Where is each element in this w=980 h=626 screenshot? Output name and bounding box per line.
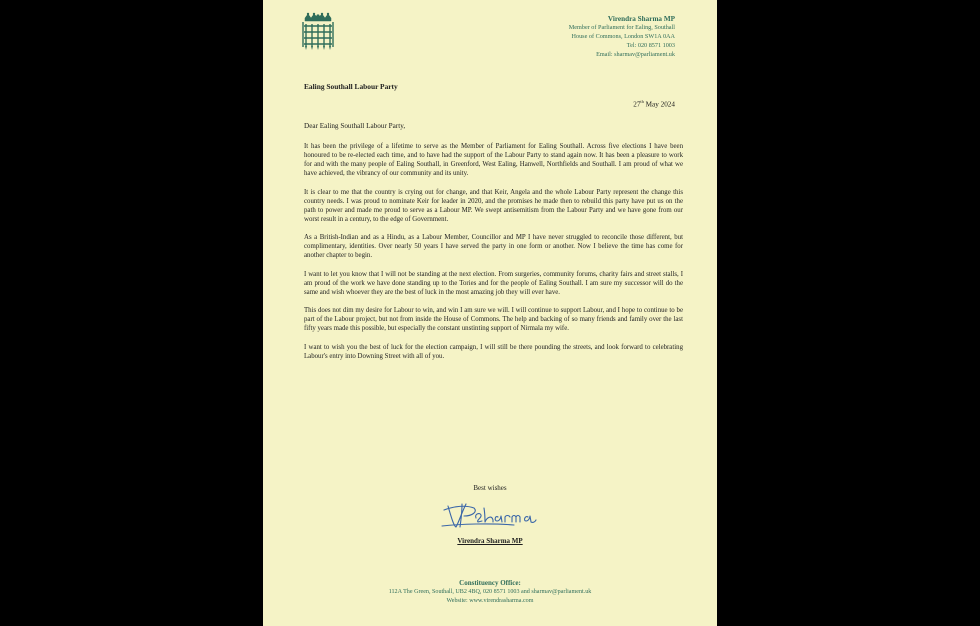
paragraph: This does not dim my desire for Labour to win, and win I am sure we will. I will continue to support Labour, and I hope to continue to be part of the Labour project, but not from inside the House of Commons. The help and backing of so many friends and family over the last fifty years made this possible, but especially the constant unstinting support of Nirmala my wife. [304,307,683,333]
letter-body [304,142,683,371]
date-month-year: May 2024 [643,100,675,109]
footer-address: 112A The Green, Southall, UB2 4BQ, 020 8571 1003 and sharmav@parliament.uk [388,589,592,596]
recipient-heading: Ealing Southall Labour Party [304,82,398,91]
footer [263,579,717,607]
footer-website: Website: www.virendrasharma.com [446,598,534,605]
mp-role: Member of Parliament for Ealing, Southall [568,24,675,31]
mp-name: Virendra Sharma MP [607,15,675,23]
signoff: Best wishes [473,484,507,492]
letter-date [633,99,675,108]
paragraph: As a British-Indian and as a Hindu, as a Labour Member, Councillor and MP I have never struggled to reconcile those different, but complimentary, identities. Over nearly 50 years I have served the party in one form or another. Now I believe the time has come for another chapter to begin. [304,234,683,260]
paragraph: It is clear to me that the country is crying out for change, and that Keir, Angela and the whole Labour Party represent the change this country needs. I was proud to nominate Keir for leader in 2020, and the promises he made then to rebuild this party have put us on the path to power and made me proud to serve as a Labour MP. We swept antisemitism from the Labour Party and we have gone from our worst result in a century, to the edge of Government. [304,188,683,223]
date-day: 27 [633,100,641,109]
paragraph: I want to wish you the best of luck for the election campaign, I will still be there pounding the streets, and look forward to celebrating Labour's entry into Downing Street with all of you. [304,343,683,360]
portcullis-icon [299,12,337,52]
paragraph: It has been the privilege of a lifetime to serve as the Member of Parliament for Ealing Southall. Across five elections I have been honoured to be re-elected each time, and to have had the support of the Labour Party to stand again now. It has been a pleasure to work for and with the many people of Ealing Southall, in Greenford, West Ealing, Hanwell, Northfields and Southall. I am proud of what we have achieved, the vibrancy of our community and its unity. [304,143,683,177]
footer-title: Constituency Office: [459,579,521,587]
paragraph: I want to let you know that I will not be standing at the next election. From surgeries, community forums, charity fairs and street stalls, I am proud of the work we have done standing up to the Tories and for the people of Ealing Southall. I am sure my successor will do the same and wish whoever they are the best of luck in the most amazing job they will ever have. [304,270,683,296]
mp-email: Email: sharmav@parliament.uk [596,50,675,58]
signature-image [440,500,538,530]
letterhead [569,15,675,60]
date-suffix: th [640,99,644,104]
letter-page [263,0,717,626]
salutation: Dear Ealing Southall Labour Party, [304,122,406,130]
signature-name: Virendra Sharma MP [457,537,523,545]
mp-address: House of Commons, London SW1A 0AA [571,32,675,40]
mp-telephone: Tel: 020 8571 1003 [626,41,675,49]
